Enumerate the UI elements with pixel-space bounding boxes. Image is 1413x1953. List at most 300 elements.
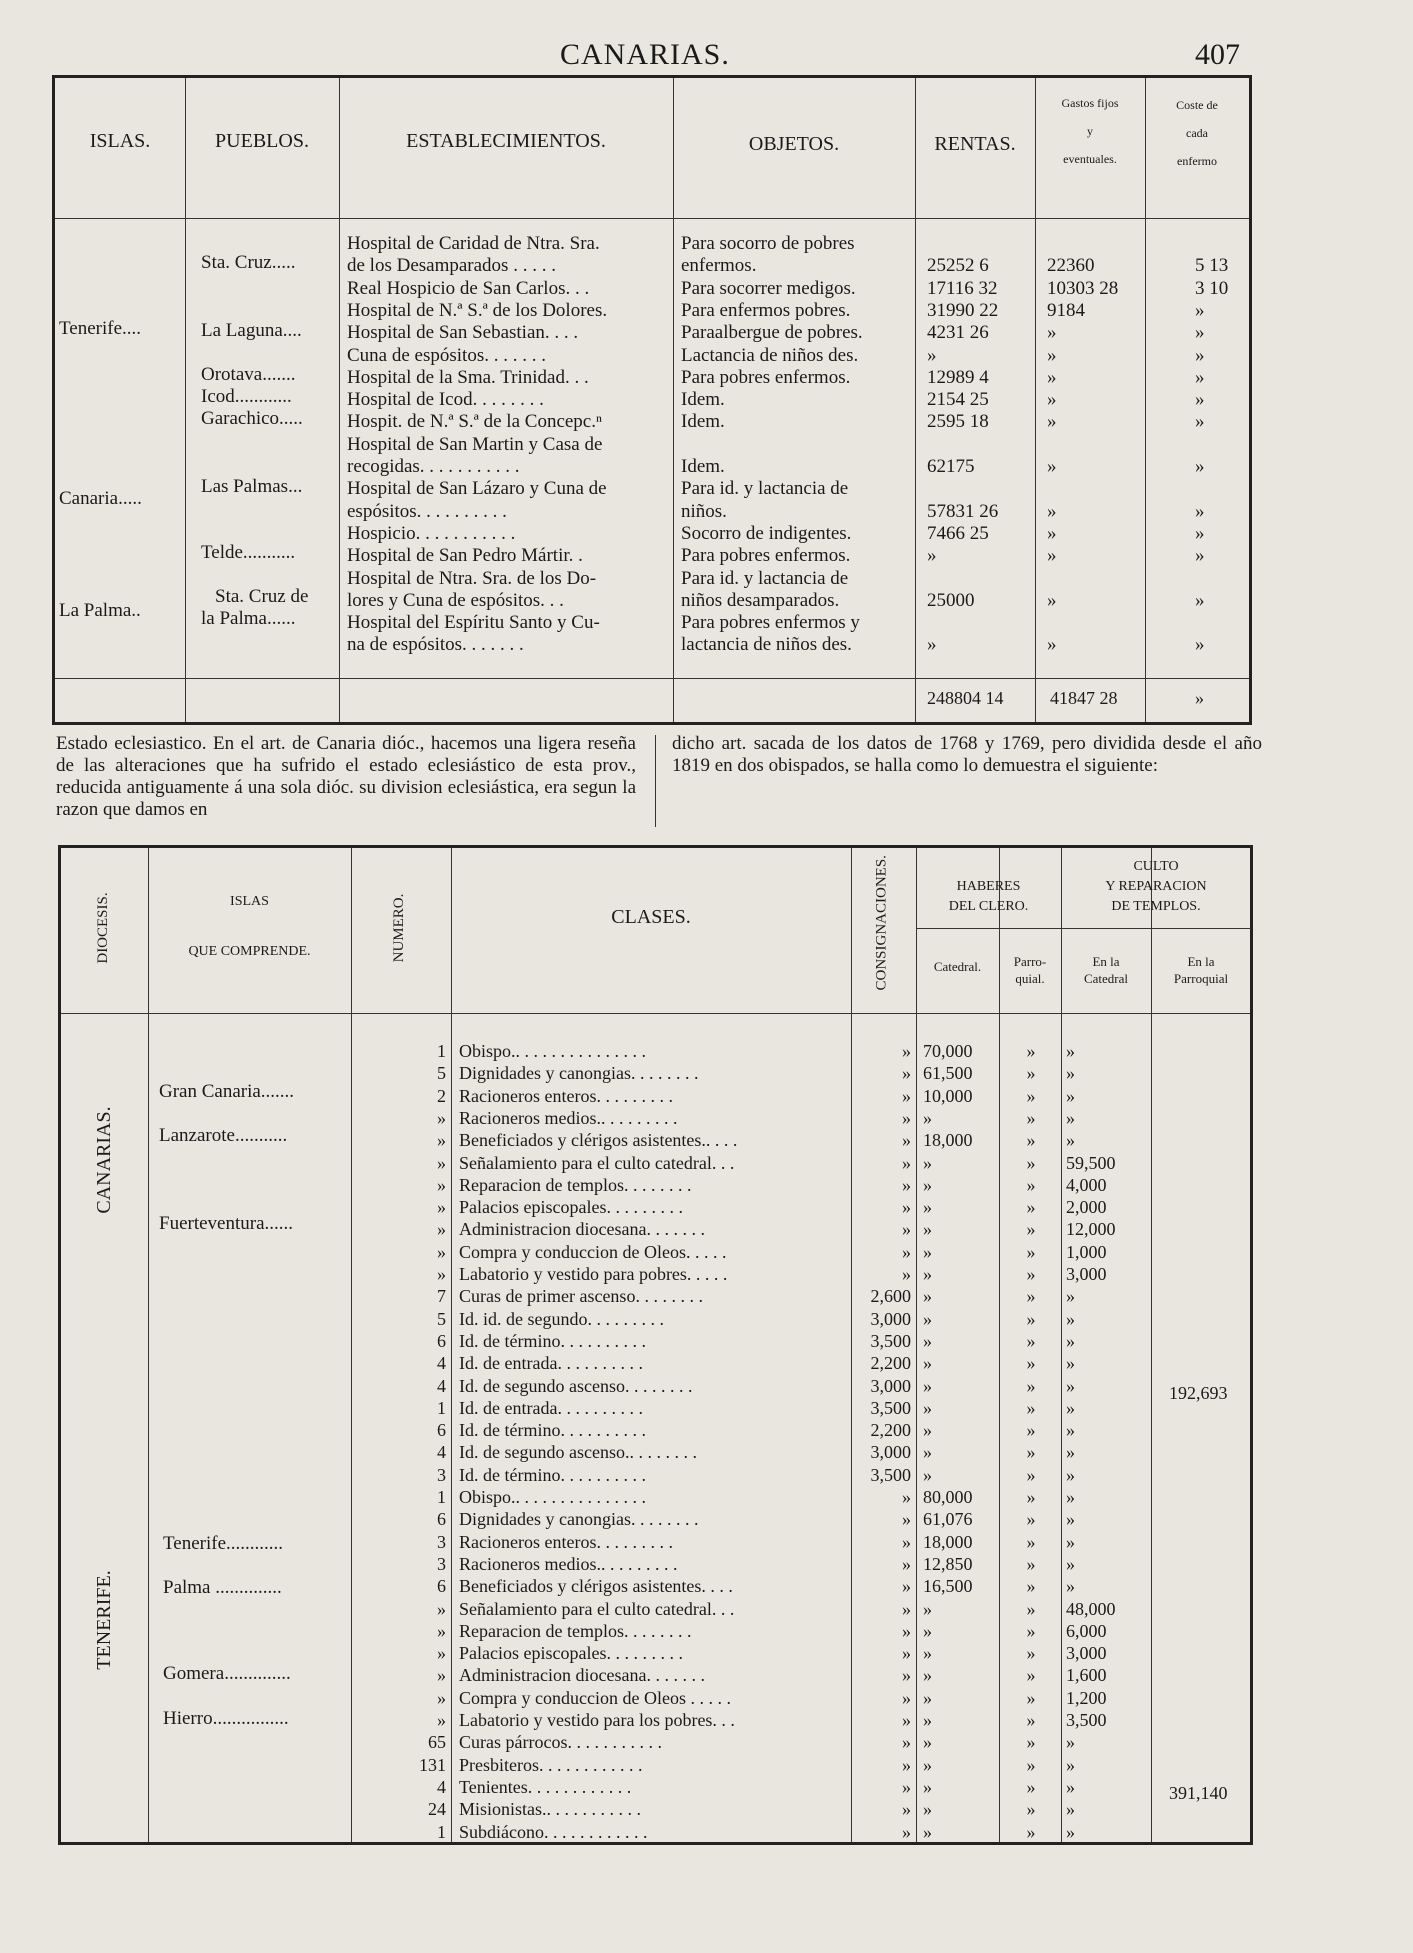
cell-gastos: » — [1047, 589, 1057, 611]
cell-objeto: Lactancia de niños des. — [681, 344, 859, 366]
cell-numero: » — [437, 1643, 446, 1664]
cell-consignacion: » — [902, 1799, 911, 1820]
cell-coste: » — [1195, 634, 1205, 656]
bracket-total: 192,693 — [1169, 1383, 1228, 1403]
cell-parroquial: » — [1026, 1464, 1036, 1485]
cell-renta: 62175 — [927, 456, 975, 477]
isla-label: Fuerteventura...... — [159, 1213, 294, 1234]
cell-en-catedral: » — [1066, 1308, 1075, 1329]
cell-clase: Racioneros medios.. . . . . . . . . — [459, 1107, 678, 1128]
cell-numero: 4 — [437, 1442, 446, 1463]
cell-catedral: 10,000 — [923, 1085, 973, 1106]
cell-establecimiento: de los Desamparados . . . . . — [347, 255, 556, 277]
table-row — [61, 1441, 1250, 1463]
cell-en-catedral: 4,000 — [1066, 1174, 1107, 1195]
header-gastos-3: eventuales. — [1063, 152, 1117, 166]
table-row — [61, 1664, 1250, 1686]
cell-clase: Curas párrocos. . . . . . . . . . . — [459, 1732, 662, 1753]
cell-parroquial: » — [1026, 1665, 1036, 1686]
table-row — [61, 1241, 1250, 1263]
cell-numero: » — [437, 1710, 446, 1730]
cell-catedral: 18,000 — [923, 1531, 973, 1552]
cell-clase: Id. de entrada. . . . . . . . . . — [459, 1397, 643, 1418]
page-header — [0, 38, 1413, 78]
cell-parroquial: » — [1026, 1241, 1036, 1262]
cell-catedral: » — [923, 1821, 932, 1842]
cell-en-catedral: » — [1066, 1821, 1075, 1842]
table-row — [61, 1553, 1250, 1575]
header-parro-2: quial. — [1015, 971, 1045, 986]
cell-establecimiento: Hospital de N.ª S.ª de los Dolores. — [347, 299, 608, 321]
cell-clase: Racioneros medios.. . . . . . . . . — [459, 1553, 678, 1574]
table-row — [61, 1397, 1250, 1419]
cell-clase: Id. de segundo ascenso.. . . . . . . . — [459, 1442, 697, 1463]
cell-gastos: » — [1047, 411, 1057, 433]
cell-objeto: Para pobres enfermos. — [681, 366, 851, 388]
cell-parroquial: » — [1026, 1732, 1036, 1753]
isla-label: Lanzarote........... — [159, 1125, 288, 1146]
table-row — [61, 1107, 1250, 1129]
cell-coste: » — [1195, 456, 1205, 477]
page-number: 407 — [1195, 38, 1240, 71]
cell-consignacion: » — [902, 1754, 911, 1775]
total-rule — [55, 678, 1249, 679]
cell-numero: 1 — [437, 1821, 446, 1842]
header-islas: ISLAS. — [89, 130, 151, 152]
isla-label: Canaria..... — [59, 488, 142, 509]
cell-coste: 3 10 — [1195, 277, 1229, 299]
cell-coste: » — [1195, 299, 1205, 321]
cell-consignacion: » — [902, 1710, 911, 1730]
cell-numero: » — [437, 1197, 446, 1218]
cell-consignacion: » — [902, 1197, 911, 1218]
cell-consignacion: » — [902, 1821, 911, 1842]
cell-establecimiento: espósitos. . . . . . . . . . — [347, 500, 507, 522]
cell-objeto: niños desamparados. — [681, 589, 840, 611]
cell-en-catedral: » — [1066, 1464, 1075, 1485]
cell-establecimiento: Hospital del Espíritu Santo y Cu- — [347, 612, 600, 634]
cell-en-catedral: » — [1066, 1531, 1075, 1552]
cell-catedral: » — [923, 1464, 932, 1485]
header-coste-2: cada — [1186, 126, 1208, 140]
cell-coste: » — [1195, 366, 1205, 388]
cell-coste: » — [1195, 522, 1205, 544]
cell-coste: » — [1195, 411, 1205, 433]
cell-objeto: Idem. — [681, 411, 725, 433]
cell-clase: Dignidades y canongias. . . . . . . . — [459, 1063, 699, 1084]
paragraph-right: dicho art. sacada de los datos de 1768 y 1769, pero dividida desde el año 1819 en dos obispados, se halla como lo demuestra el siguiente: — [672, 733, 1262, 776]
table-row — [61, 1754, 1250, 1776]
header-clases: CLASES. — [611, 906, 691, 928]
cell-catedral: » — [923, 1152, 932, 1173]
cell-en-catedral: 3,500 — [1066, 1710, 1107, 1730]
cell-parroquial: » — [1026, 1330, 1036, 1351]
cell-numero: 3 — [437, 1553, 446, 1574]
cell-establecimiento: Hospit. de N.ª S.ª de la Concepc.ⁿ — [347, 411, 602, 433]
diocesis-canarias: CANARIAS. — [93, 1106, 115, 1214]
cell-numero: » — [437, 1174, 446, 1195]
isla-label: Hierro................ — [163, 1708, 289, 1729]
cell-en-catedral: » — [1066, 1041, 1075, 1061]
cell-numero: » — [437, 1241, 446, 1262]
cell-gastos: » — [1047, 522, 1057, 544]
table-row — [61, 1508, 1250, 1530]
cell-catedral: » — [923, 1330, 932, 1351]
cell-parroquial: » — [1026, 1063, 1036, 1084]
cell-en-catedral: » — [1066, 1442, 1075, 1463]
table-row — [61, 1308, 1250, 1330]
cell-renta: 2595 18 — [927, 411, 989, 433]
cell-establecimiento: Hospicio. . . . . . . . . . . — [347, 522, 516, 544]
table-row — [61, 1419, 1250, 1441]
cell-parroquial: » — [1026, 1308, 1036, 1329]
cell-numero: 6 — [437, 1330, 446, 1351]
cell-clase: Beneficiados y clérigos asistentes.. . . . — [459, 1130, 738, 1151]
cell-numero: 4 — [437, 1776, 446, 1797]
cell-consignacion: » — [902, 1732, 911, 1753]
cell-clase: Id. id. de segundo. . . . . . . . . — [459, 1308, 664, 1329]
table-row — [61, 1330, 1250, 1352]
cell-catedral: » — [923, 1375, 932, 1396]
cell-establecimiento: Hospital de San Martin y Casa de — [347, 433, 603, 455]
cell-clase: Tenientes. . . . . . . . . . . . — [459, 1776, 632, 1797]
header-rentas: RENTAS. — [934, 133, 1016, 155]
cell-catedral: » — [923, 1710, 932, 1730]
cell-gastos: » — [1047, 389, 1057, 411]
cell-en-catedral: » — [1066, 1397, 1075, 1418]
table-row — [61, 1152, 1250, 1174]
cell-en-catedral: 1,000 — [1066, 1241, 1107, 1262]
table-row — [55, 434, 1249, 456]
cell-consignacion: » — [902, 1152, 911, 1173]
header-pueblos: PUEBLOS. — [215, 130, 309, 152]
cell-consignacion: 2,600 — [870, 1286, 911, 1307]
cell-gastos: » — [1047, 500, 1057, 522]
pueblo-label: Orotava....... — [201, 364, 296, 385]
cell-consignacion: » — [902, 1085, 911, 1106]
cell-clase: Palacios episcopales. . . . . . . . . — [459, 1643, 683, 1664]
cell-catedral: » — [923, 1665, 932, 1686]
cell-consignacion: 2,200 — [870, 1420, 911, 1441]
cell-consignacion: » — [902, 1776, 911, 1797]
cell-consignacion: » — [902, 1553, 911, 1574]
cell-establecimiento: Hospital de Ntra. Sra. de los Do- — [347, 567, 597, 589]
cell-en-catedral: » — [1066, 1286, 1075, 1307]
table-row — [55, 456, 1249, 478]
cell-en-catedral: » — [1066, 1799, 1075, 1820]
cell-consignacion: » — [902, 1576, 911, 1597]
cell-parroquial: » — [1026, 1375, 1036, 1396]
cell-en-catedral: » — [1066, 1576, 1075, 1597]
cell-parroquial: » — [1026, 1710, 1036, 1730]
cell-clase: Compra y conduccion de Oleos. . . . . — [459, 1241, 727, 1262]
cell-en-catedral: » — [1066, 1375, 1075, 1396]
table-row — [55, 345, 1249, 367]
cell-numero: 131 — [419, 1754, 446, 1775]
cell-numero: 5 — [437, 1063, 446, 1084]
cell-parroquial: » — [1026, 1531, 1036, 1552]
table-row — [61, 1129, 1250, 1151]
header-en-cat-1: En la — [1092, 954, 1120, 969]
cell-objeto: niños. — [681, 500, 727, 522]
cell-en-catedral: 3,000 — [1066, 1264, 1107, 1284]
pueblo-label: La Laguna.... — [201, 320, 302, 341]
cell-consignacion: » — [902, 1264, 911, 1284]
table-row — [61, 1196, 1250, 1218]
total-coste: » — [1195, 688, 1204, 708]
table-row — [61, 1821, 1250, 1843]
header-establecimientos: ESTABLECIMIENTOS. — [406, 130, 606, 152]
cell-parroquial: » — [1026, 1487, 1036, 1507]
cell-establecimiento: recogidas. . . . . . . . . . . — [347, 456, 520, 477]
table-row — [55, 233, 1249, 255]
cell-objeto: Para socorro de pobres — [681, 233, 855, 254]
cell-clase: Reparacion de templos. . . . . . . . — [459, 1174, 692, 1195]
cell-en-catedral: » — [1066, 1420, 1075, 1441]
cell-consignacion: » — [902, 1665, 911, 1686]
cell-clase: Labatorio y vestido para pobres. . . . . — [459, 1264, 728, 1284]
header-coste-3: enfermo — [1177, 154, 1217, 168]
clergy-table — [58, 845, 1253, 1845]
table-row — [55, 568, 1249, 590]
pueblo-label: la Palma...... — [201, 608, 296, 629]
cell-parroquial: » — [1026, 1754, 1036, 1775]
table-row — [61, 1642, 1250, 1664]
cell-en-catedral: 48,000 — [1066, 1598, 1116, 1619]
cell-catedral: » — [923, 1353, 932, 1374]
cell-consignacion: 3,000 — [870, 1308, 911, 1329]
cell-catedral: 18,000 — [923, 1130, 973, 1151]
table-row — [55, 590, 1249, 612]
cell-gastos: » — [1047, 344, 1057, 366]
cell-parroquial: » — [1026, 1286, 1036, 1307]
table-row — [61, 1798, 1250, 1820]
cell-gastos: » — [1047, 545, 1057, 567]
pueblo-label: Sta. Cruz..... — [201, 252, 296, 273]
cell-parroquial: » — [1026, 1219, 1036, 1240]
cell-gastos: 10303 28 — [1047, 277, 1119, 299]
cell-en-catedral: » — [1066, 1553, 1075, 1574]
cell-numero: 5 — [437, 1308, 446, 1329]
cell-en-catedral: 59,500 — [1066, 1152, 1116, 1173]
table-row — [61, 1486, 1250, 1508]
pueblo-label: Las Palmas... — [201, 476, 303, 497]
cell-clase: Id. de término. . . . . . . . . . — [459, 1330, 646, 1351]
cell-renta: 7466 25 — [927, 522, 989, 544]
cell-en-catedral: 1,200 — [1066, 1687, 1107, 1708]
cell-renta: 25252 6 — [927, 255, 989, 277]
cell-parroquial: » — [1026, 1152, 1036, 1173]
cell-coste: » — [1195, 500, 1205, 522]
header-culto-1: CULTO — [1133, 859, 1179, 874]
cell-consignacion: » — [902, 1174, 911, 1195]
cell-consignacion: » — [902, 1241, 911, 1262]
cell-en-catedral: » — [1066, 1732, 1075, 1753]
cell-numero: 24 — [428, 1799, 446, 1820]
cell-renta: » — [927, 344, 937, 366]
cell-parroquial: » — [1026, 1264, 1036, 1284]
cell-consignacion: » — [902, 1063, 911, 1084]
cell-clase: Id. de término. . . . . . . . . . — [459, 1464, 646, 1485]
cell-catedral: » — [923, 1107, 932, 1128]
cell-parroquial: » — [1026, 1576, 1036, 1597]
cell-catedral: » — [923, 1397, 932, 1418]
cell-clase: Señalamiento para el culto catedral. . . — [459, 1598, 735, 1619]
cell-consignacion: » — [902, 1531, 911, 1552]
cell-clase: Id. de segundo ascenso. . . . . . . . — [459, 1375, 693, 1396]
table-row — [55, 545, 1249, 567]
cell-renta: 4231 26 — [927, 322, 989, 344]
cell-parroquial: » — [1026, 1197, 1036, 1218]
cell-catedral: » — [923, 1643, 932, 1664]
cell-clase: Misionistas.. . . . . . . . . . . — [459, 1799, 642, 1820]
table-row — [61, 1464, 1250, 1486]
table-row — [55, 389, 1249, 411]
header-diocesis: DIOCESIS. — [95, 892, 111, 964]
cell-numero: 65 — [428, 1732, 446, 1753]
table-row — [61, 1375, 1250, 1397]
cell-en-catedral: » — [1066, 1776, 1075, 1797]
header-numero: NUMERO. — [391, 893, 407, 963]
total-rentas: 248804 14 — [927, 688, 1004, 708]
cell-catedral: » — [923, 1776, 932, 1797]
isla-label: Gomera.............. — [163, 1663, 291, 1684]
cell-gastos: » — [1047, 456, 1057, 477]
cell-catedral: » — [923, 1241, 932, 1262]
cell-coste: 5 13 — [1195, 255, 1229, 277]
cell-parroquial: » — [1026, 1799, 1036, 1820]
cell-en-catedral: » — [1066, 1063, 1075, 1084]
cell-establecimiento: Hospital de la Sma. Trinidad. . . — [347, 366, 589, 388]
cell-gastos: » — [1047, 322, 1057, 344]
header-parro-1: Parro- — [1013, 954, 1047, 969]
header-catedral: Catedral. — [933, 959, 982, 974]
cell-numero: 6 — [437, 1420, 446, 1441]
cell-objeto: Paraalbergue de pobres. — [681, 322, 863, 344]
cell-establecimiento: na de espósitos. . . . . . . — [347, 634, 524, 656]
cell-numero: 7 — [437, 1286, 446, 1307]
header-objetos: OBJETOS. — [748, 133, 840, 155]
header-rule — [61, 1013, 1250, 1014]
cell-numero: 1 — [437, 1041, 446, 1061]
header-en-cat-2: Catedral — [1083, 971, 1129, 986]
isla-label: Palma .............. — [163, 1577, 282, 1598]
cell-clase: Presbiteros. . . . . . . . . . . . — [459, 1754, 643, 1775]
cell-consignacion: 3,500 — [870, 1464, 911, 1485]
cell-establecimiento: Hospital de San Lázaro y Cuna de — [347, 478, 607, 500]
cell-en-catedral: » — [1066, 1130, 1075, 1151]
cell-renta: 2154 25 — [927, 389, 989, 411]
cell-catedral: » — [923, 1420, 932, 1441]
cell-catedral: » — [923, 1219, 932, 1240]
cell-catedral: » — [923, 1620, 932, 1641]
cell-consignacion: 3,000 — [870, 1442, 911, 1463]
cell-numero: » — [437, 1620, 446, 1641]
cell-clase: Id. de término. . . . . . . . . . — [459, 1420, 646, 1441]
cell-numero: 3 — [437, 1531, 446, 1552]
header-gastos-1: Gastos fijos — [1061, 96, 1119, 110]
cell-catedral: » — [923, 1174, 932, 1195]
page-title: CANARIAS. — [560, 38, 730, 71]
subheader-rule — [916, 928, 1061, 929]
cell-objeto: Para id. y lactancia de — [681, 567, 849, 589]
cell-renta: 57831 26 — [927, 500, 999, 522]
table-row — [61, 1085, 1250, 1107]
cell-objeto: enfermos. — [681, 255, 757, 277]
table-row — [61, 1709, 1250, 1731]
cell-consignacion: » — [902, 1509, 911, 1530]
cell-clase: Compra y conduccion de Oleos . . . . . — [459, 1687, 731, 1708]
cell-consignacion: 2,200 — [870, 1353, 911, 1374]
total-gastos: 41847 28 — [1050, 688, 1118, 708]
table-row — [55, 634, 1249, 656]
cell-en-catedral: 2,000 — [1066, 1197, 1107, 1218]
table-row — [55, 300, 1249, 322]
cell-parroquial: » — [1026, 1598, 1036, 1619]
table-row — [55, 523, 1249, 545]
cell-catedral: » — [923, 1286, 932, 1307]
cell-objeto: lactancia de niños des. — [681, 634, 852, 656]
cell-en-catedral: » — [1066, 1487, 1075, 1507]
isla-label: Tenerife.... — [59, 318, 142, 339]
cell-objeto: Socorro de indigentes. — [681, 522, 852, 544]
header-rule — [55, 218, 1249, 219]
cell-catedral: 70,000 — [923, 1041, 973, 1061]
cell-objeto: Para pobres enfermos. — [681, 545, 851, 567]
cell-consignacion: 3,000 — [870, 1375, 911, 1396]
header-culto-3: DE TEMPLOS. — [1111, 899, 1201, 914]
cell-clase: Obispo.. . . . . . . . . . . . . . . — [459, 1487, 647, 1507]
cell-renta: » — [927, 634, 937, 656]
cell-en-catedral: » — [1066, 1085, 1075, 1106]
header-coste-1: Coste de — [1176, 98, 1218, 112]
cell-gastos: 9184 — [1047, 299, 1085, 321]
cell-objeto: Para id. y lactancia de — [681, 478, 849, 500]
cell-parroquial: » — [1026, 1776, 1036, 1797]
header-gastos-2: y — [1087, 124, 1093, 138]
cell-renta: 12989 4 — [927, 366, 989, 388]
hospitals-table — [52, 75, 1252, 725]
cell-clase: Subdiácono. . . . . . . . . . . . — [459, 1821, 648, 1842]
isla-label: La Palma.. — [59, 600, 141, 621]
header-en-par-1: En la — [1187, 954, 1215, 969]
pueblo-label: Icod............ — [201, 386, 292, 407]
cell-establecimiento: lores y Cuna de espósitos. . . — [347, 589, 564, 611]
cell-parroquial: » — [1026, 1553, 1036, 1574]
cell-clase: Labatorio y vestido para los pobres. . . — [459, 1710, 735, 1730]
cell-clase: Obispo.. . . . . . . . . . . . . . . — [459, 1041, 647, 1061]
cell-coste: » — [1195, 322, 1205, 344]
cell-renta: » — [927, 545, 937, 567]
cell-parroquial: » — [1026, 1821, 1036, 1842]
table-row — [61, 1776, 1250, 1798]
cell-clase: Racioneros enteros. . . . . . . . . — [459, 1085, 673, 1106]
cell-numero: » — [437, 1687, 446, 1708]
paragraph-left: Estado eclesiastico. En el art. de Canaria dióc., hacemos una ligera reseña de las alteraciones que ha sufrido el estado eclesiástico de esta prov., reducida antiguamente á una sola dióc. su division eclesiástica, era segun la razon que damos en — [56, 733, 636, 820]
cell-renta: 17116 32 — [927, 277, 998, 299]
cell-consignacion: » — [902, 1219, 911, 1240]
cell-parroquial: » — [1026, 1353, 1036, 1374]
cell-catedral: » — [923, 1264, 932, 1284]
table-row — [61, 1218, 1250, 1240]
cell-numero: 3 — [437, 1464, 446, 1485]
cell-consignacion: » — [902, 1107, 911, 1128]
cell-parroquial: » — [1026, 1687, 1036, 1708]
cell-catedral: » — [923, 1754, 932, 1775]
isla-label: Gran Canaria....... — [159, 1081, 295, 1102]
table-row — [61, 1263, 1250, 1285]
paragraph-divider — [655, 735, 656, 827]
